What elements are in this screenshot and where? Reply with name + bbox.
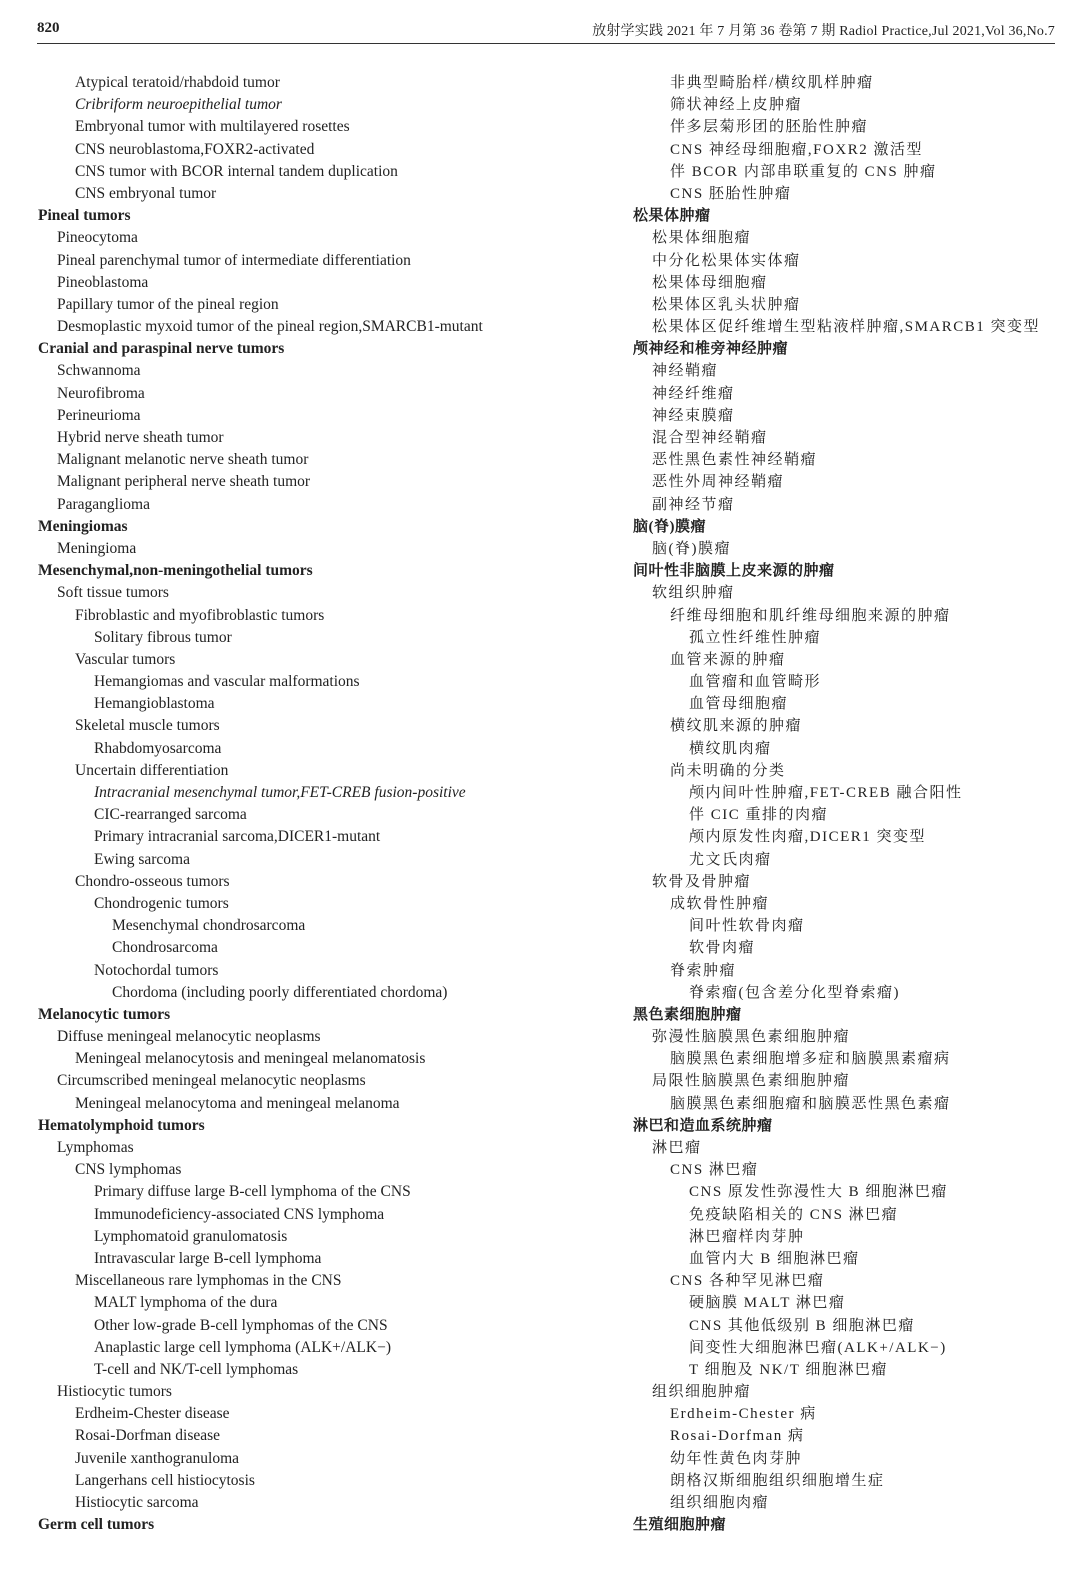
english-entry: Uncertain differentiation xyxy=(75,761,229,779)
english-entry: Meningioma xyxy=(57,539,137,557)
chinese-entry: 软组织肿瘤 xyxy=(652,585,735,602)
chinese-entry: 松果体细胞瘤 xyxy=(652,230,752,247)
chinese-entry: 恶性外周神经鞘瘤 xyxy=(652,474,785,491)
english-entry: CNS tumor with BCOR internal tandem duplication xyxy=(75,162,398,180)
english-entry: Intracranial mesenchymal tumor,FET-CREB fusion-positive xyxy=(94,784,466,801)
english-entry: Cribriform neuroepithelial tumor xyxy=(75,96,282,114)
chinese-entry: 间变性大细胞淋巴瘤(ALK+/ALK−) xyxy=(689,1339,947,1356)
chinese-entry: 颅内原发性肉瘤,DICER1 突变型 xyxy=(689,829,927,846)
english-entry: Histiocytic tumors xyxy=(57,1383,172,1401)
chinese-entry: 血管瘤和血管畸形 xyxy=(689,674,822,691)
chinese-entry: CNS 神经母细胞瘤,FOXR2 激活型 xyxy=(670,141,923,158)
english-entry: Notochordal tumors xyxy=(94,961,219,979)
english-category-heading: Hematolymphoid tumors xyxy=(38,1116,205,1134)
english-entry: Meningeal melanocytoma and meningeal melanoma xyxy=(75,1094,400,1112)
chinese-entry: 间叶性软骨肉瘤 xyxy=(689,918,805,935)
english-entry: Chordoma (including poorly differentiated chordoma) xyxy=(112,983,448,1001)
chinese-entry: 伴 CIC 重排的肉瘤 xyxy=(689,807,829,824)
english-entry: Vascular tumors xyxy=(75,650,176,668)
chinese-entry: 纤维母细胞和肌纤维母细胞来源的肿瘤 xyxy=(670,607,951,624)
english-entry: Papillary tumor of the pineal region xyxy=(57,295,279,313)
chinese-entry: CNS 胚胎性肿瘤 xyxy=(670,185,792,202)
english-entry: Juvenile xanthogranuloma xyxy=(75,1449,239,1467)
chinese-category-heading: 松果体肿瘤 xyxy=(633,208,711,225)
chinese-entry: 脊索肿瘤 xyxy=(670,962,737,979)
english-entry: CNS lymphomas xyxy=(75,1161,182,1179)
chinese-entry: 组织细胞肿瘤 xyxy=(652,1384,752,1401)
chinese-entry: 松果体区乳头状肿瘤 xyxy=(652,296,801,313)
chinese-entry: 筛状神经上皮肿瘤 xyxy=(670,97,803,114)
chinese-entry: 成软骨性肿瘤 xyxy=(670,895,770,912)
chinese-category-heading: 间叶性非脑膜上皮来源的肿瘤 xyxy=(633,563,835,580)
english-entry: Primary intracranial sarcoma,DICER1-mutant xyxy=(94,828,381,846)
english-entry: Pineocytoma xyxy=(57,229,138,247)
chinese-entry: 颅内间叶性肿瘤,FET-CREB 融合阳性 xyxy=(689,785,963,801)
english-entry: Erdheim-Chester disease xyxy=(75,1405,230,1423)
english-entry: Lymphomatoid granulomatosis xyxy=(94,1227,288,1245)
chinese-entry: 尤文氏肉瘤 xyxy=(689,851,772,868)
chinese-entry: 脑膜黑色素细胞增多症和脑膜黑素瘤病 xyxy=(670,1051,951,1068)
chinese-entry: 非典型畸胎样/横纹肌样肿瘤 xyxy=(670,75,874,91)
english-entry: Chondro-osseous tumors xyxy=(75,872,230,890)
english-entry: Chondrogenic tumors xyxy=(94,894,229,912)
chinese-category-heading: 淋巴和造血系统肿瘤 xyxy=(633,1117,773,1134)
english-entry: Solitary fibrous tumor xyxy=(94,628,232,646)
chinese-entry: T 细胞及 NK/T 细胞淋巴瘤 xyxy=(689,1361,888,1378)
english-entry: Atypical teratoid/rhabdoid tumor xyxy=(75,74,280,91)
english-entry: Neurofibroma xyxy=(57,384,145,402)
chinese-entry: 淋巴瘤样肉芽肿 xyxy=(689,1228,805,1245)
english-entry: CNS embryonal tumor xyxy=(75,184,217,202)
english-entry: Embryonal tumor with multilayered rosettes xyxy=(75,118,350,136)
english-entry: Malignant peripheral nerve sheath tumor xyxy=(57,473,311,491)
chinese-category-heading: 颅神经和椎旁神经肿瘤 xyxy=(633,341,789,358)
english-entry: Perineurioma xyxy=(57,406,141,424)
chinese-category-heading: 黑色素细胞肿瘤 xyxy=(633,1006,742,1023)
chinese-entry: 血管内大 B 细胞淋巴瘤 xyxy=(689,1250,860,1267)
english-entry: Mesenchymal chondrosarcoma xyxy=(112,917,306,935)
english-entry: Ewing sarcoma xyxy=(94,850,190,868)
english-entry: Circumscribed meningeal melanocytic neoplasms xyxy=(57,1072,366,1090)
english-entry: Primary diffuse large B-cell lymphoma of the CNS xyxy=(94,1183,411,1201)
english-entry: Desmoplastic myxoid tumor of the pineal region,SMARCB1-mutant xyxy=(57,318,483,336)
chinese-entry: 混合型神经鞘瘤 xyxy=(652,430,768,446)
english-entry: Chondrosarcoma xyxy=(112,939,218,957)
english-category-heading: Pineal tumors xyxy=(38,207,131,225)
english-category-heading: Germ cell tumors xyxy=(38,1516,155,1534)
chinese-entry: 横纹肌肉瘤 xyxy=(689,740,772,757)
english-entry: Pineal parenchymal tumor of intermediate differentiation xyxy=(57,251,411,269)
chinese-entry: 免疫缺陷相关的 CNS 淋巴瘤 xyxy=(689,1206,899,1223)
page-number: 820 xyxy=(37,20,60,36)
chinese-entry: 恶性黑色素性神经鞘瘤 xyxy=(652,452,818,469)
chinese-entry: 软骨及骨肿瘤 xyxy=(652,873,752,890)
chinese-entry: 松果体区促纤维增生型粘液样肿瘤,SMARCB1 突变型 xyxy=(652,319,1041,336)
chinese-entry: Rosai-Dorfman 病 xyxy=(670,1428,805,1445)
english-entry: Schwannoma xyxy=(57,362,141,380)
chinese-entry: 神经鞘瘤 xyxy=(652,363,719,380)
chinese-classification-column xyxy=(633,72,1058,1536)
english-entry: T-cell and NK/T-cell lymphomas xyxy=(94,1360,299,1378)
chinese-entry: 软骨肉瘤 xyxy=(689,940,756,957)
chinese-entry: 松果体母细胞瘤 xyxy=(652,274,768,291)
english-entry: Anaplastic large cell lymphoma (ALK+/ALK−) xyxy=(94,1338,391,1356)
chinese-entry: 尚未明确的分类 xyxy=(670,762,786,779)
english-entry: Hybrid nerve sheath tumor xyxy=(57,429,224,446)
chinese-entry: CNS 其他低级别 B 细胞淋巴瘤 xyxy=(689,1317,915,1334)
chinese-entry: CNS 各种罕见淋巴瘤 xyxy=(670,1273,825,1290)
chinese-entry: 组织细胞肉瘤 xyxy=(670,1495,770,1511)
chinese-entry: 朗格汉斯细胞组织细胞增生症 xyxy=(670,1472,885,1489)
chinese-entry: 脊索瘤(包含差分化型脊索瘤) xyxy=(689,984,900,1001)
english-entry: Intravascular large B-cell lymphoma xyxy=(94,1249,322,1267)
english-entry: Pineoblastoma xyxy=(57,273,149,291)
english-category-heading: Melanocytic tumors xyxy=(38,1005,171,1023)
english-entry: CIC-rearranged sarcoma xyxy=(94,806,247,824)
chinese-category-heading: 生殖细胞肿瘤 xyxy=(633,1517,727,1534)
english-entry: Immunodeficiency-associated CNS lymphoma xyxy=(94,1205,385,1223)
chinese-entry: 中分化松果体实体瘤 xyxy=(652,252,801,269)
header-divider xyxy=(37,43,1055,44)
english-entry: MALT lymphoma of the dura xyxy=(94,1294,278,1312)
chinese-entry: Erdheim-Chester 病 xyxy=(670,1406,817,1423)
chinese-category-heading: 脑(脊)膜瘤 xyxy=(633,518,706,535)
english-classification-column xyxy=(38,72,608,1536)
english-entry: Diffuse meningeal melanocytic neoplasms xyxy=(57,1028,321,1046)
page-header xyxy=(37,20,1055,42)
chinese-entry: CNS 淋巴瘤 xyxy=(670,1162,759,1179)
english-entry: Rhabdomyosarcoma xyxy=(94,739,222,757)
english-entry: CNS neuroblastoma,FOXR2-activated xyxy=(75,140,315,158)
chinese-entry: 伴多层菊形团的胚胎性肿瘤 xyxy=(670,119,869,136)
chinese-entry: 局限性脑膜黑色素细胞肿瘤 xyxy=(652,1073,851,1090)
chinese-entry: 孤立性纤维性肿瘤 xyxy=(689,629,822,646)
english-entry: Paraganglioma xyxy=(57,495,150,513)
english-entry: Fibroblastic and myofibroblastic tumors xyxy=(75,606,325,624)
chinese-entry: 脑膜黑色素细胞瘤和脑膜恶性黑色素瘤 xyxy=(670,1095,951,1112)
english-category-heading: Meningiomas xyxy=(38,517,128,535)
chinese-entry: 副神经节瘤 xyxy=(652,496,735,513)
english-entry: Meningeal melanocytosis and meningeal melanomatosis xyxy=(75,1050,426,1068)
english-entry: Rosai-Dorfman disease xyxy=(75,1427,221,1445)
chinese-entry: 淋巴瘤 xyxy=(652,1140,702,1156)
english-entry: Langerhans cell histiocytosis xyxy=(75,1471,255,1489)
english-entry: Lymphomas xyxy=(57,1139,134,1156)
chinese-entry: 神经纤维瘤 xyxy=(652,385,735,402)
english-entry: Skeletal muscle tumors xyxy=(75,717,220,735)
english-entry: Hemangioblastoma xyxy=(94,695,215,713)
english-category-heading: Cranial and paraspinal nerve tumors xyxy=(38,340,285,358)
journal-citation: 放射学实践 2021 年 7 月第 36 卷第 7 期 Radiol Practice,Jul 2021,Vol 36,No.7 xyxy=(592,24,1055,39)
english-entry: Soft tissue tumors xyxy=(57,584,169,602)
chinese-entry: 弥漫性脑膜黑色素细胞肿瘤 xyxy=(652,1029,851,1046)
chinese-entry: 横纹肌来源的肿瘤 xyxy=(670,718,803,735)
chinese-entry: 硬脑膜 MALT 淋巴瘤 xyxy=(689,1295,846,1312)
english-category-heading: Mesenchymal,non-meningothelial tumors xyxy=(38,562,313,580)
english-entry: Malignant melanotic nerve sheath tumor xyxy=(57,451,309,469)
english-entry: Hemangiomas and vascular malformations xyxy=(94,673,360,691)
english-entry: Miscellaneous rare lymphomas in the CNS xyxy=(75,1272,342,1290)
english-entry: Other low-grade B-cell lymphomas of the CNS xyxy=(94,1316,388,1334)
chinese-entry: CNS 原发性弥漫性大 B 细胞淋巴瘤 xyxy=(689,1184,948,1201)
english-entry: Histiocytic sarcoma xyxy=(75,1494,199,1511)
chinese-entry: 血管母细胞瘤 xyxy=(689,696,789,713)
chinese-entry: 伴 BCOR 内部串联重复的 CNS 肿瘤 xyxy=(670,163,937,180)
chinese-entry: 神经束膜瘤 xyxy=(652,407,735,424)
chinese-entry: 血管来源的肿瘤 xyxy=(670,651,786,668)
chinese-entry: 幼年性黄色肉芽肿 xyxy=(670,1450,803,1467)
chinese-entry: 脑(脊)膜瘤 xyxy=(652,540,731,557)
